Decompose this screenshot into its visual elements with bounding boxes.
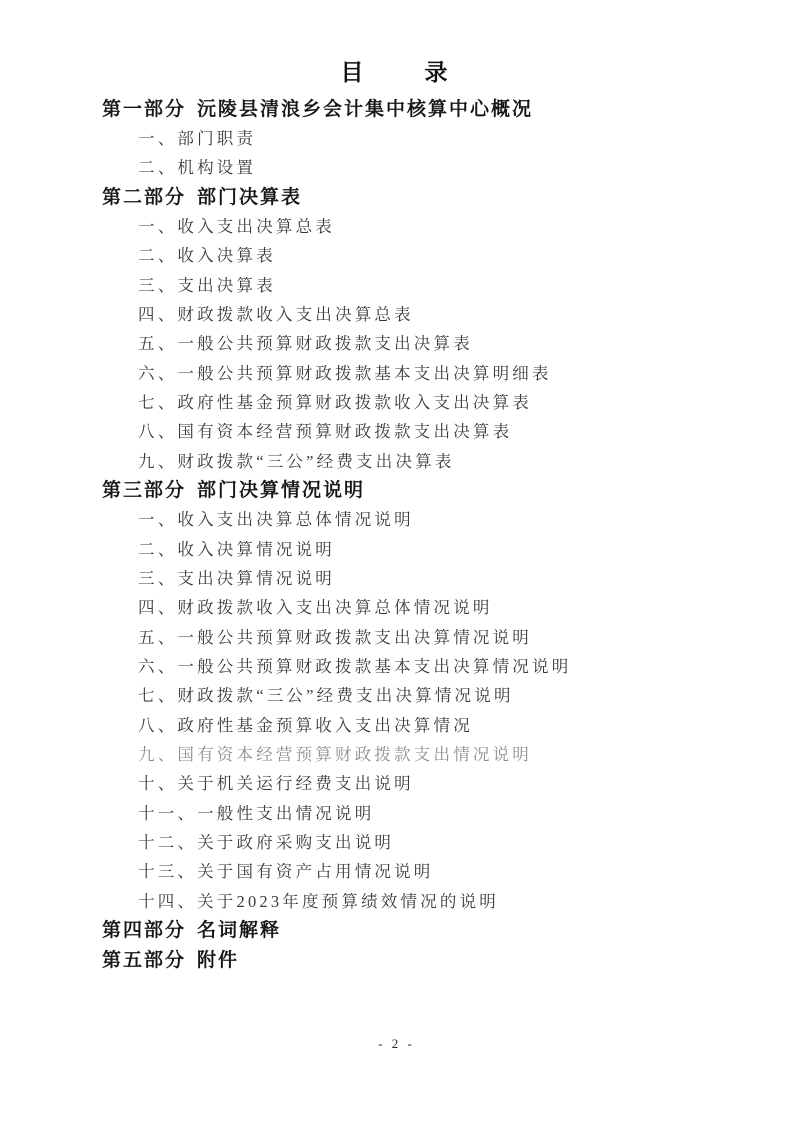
- section-label: 第四部分: [102, 920, 187, 942]
- toc-item-text: 九、国有资本经营预算财政拨款支出情况说明: [138, 744, 532, 764]
- toc-item-text: 七、财政拨款“三公”经费支出决算情况说明: [138, 686, 514, 706]
- toc-item: [0, 445, 793, 474]
- toc-item: [0, 797, 793, 826]
- section-label: 第二部分: [102, 187, 187, 209]
- section-heading-1: [0, 93, 793, 122]
- toc-item-text: 十二、关于政府采购支出说明: [138, 832, 395, 852]
- toc-item-text: 六、一般公共预算财政拨款基本支出决算明细表: [138, 363, 552, 383]
- toc-item: [0, 269, 793, 298]
- toc-item: [0, 621, 793, 650]
- toc-item: [0, 298, 793, 327]
- toc-item-text: 二、机构设置: [138, 158, 257, 178]
- section-label: 第三部分: [102, 480, 187, 502]
- toc-item: [0, 592, 793, 621]
- section-heading-3: [0, 474, 793, 503]
- table-of-contents: [0, 93, 793, 973]
- toc-item-text: 十、关于机关运行经费支出说明: [138, 774, 414, 794]
- toc-item-text: 五、一般公共预算财政拨款支出决算情况说明: [138, 627, 532, 647]
- section-title: 附件: [197, 949, 240, 971]
- toc-item-text: 六、一般公共预算财政拨款基本支出决算情况说明: [138, 656, 572, 676]
- toc-item-text: 二、收入决算情况说明: [138, 539, 335, 559]
- toc-item: [0, 562, 793, 591]
- section-label: 第五部分: [102, 949, 187, 971]
- toc-item: [0, 152, 793, 181]
- toc-item-text: 九、财政拨款“三公”经费支出决算表: [138, 451, 455, 471]
- toc-item: [0, 650, 793, 679]
- section-label: 第一部分: [102, 99, 187, 121]
- toc-item: [0, 328, 793, 357]
- toc-item-text: 一、收入支出决算总表: [138, 216, 335, 236]
- toc-item: [0, 885, 793, 914]
- toc-item: [0, 768, 793, 797]
- toc-item: [0, 709, 793, 738]
- toc-item-text: 十四、关于2023年度预算绩效情况的说明: [138, 891, 499, 911]
- toc-item: [0, 856, 793, 885]
- toc-item-text: 十一、一般性支出情况说明: [138, 803, 375, 823]
- toc-item-text: 四、财政拨款收入支出决算总表: [138, 304, 414, 324]
- toc-item: [0, 122, 793, 151]
- toc-item-text: 四、财政拨款收入支出决算总体情况说明: [138, 598, 493, 618]
- toc-item: [0, 210, 793, 239]
- toc-item-text: 一、部门职责: [138, 128, 257, 148]
- toc-item-text: 八、政府性基金预算收入支出决算情况: [138, 715, 473, 735]
- toc-item-text: 一、收入支出决算总体情况说明: [138, 510, 414, 530]
- toc-item: [0, 504, 793, 533]
- toc-item: [0, 533, 793, 562]
- toc-item-text: 三、支出决算情况说明: [138, 568, 335, 588]
- section-title: 部门决算表: [197, 187, 303, 209]
- toc-item: [0, 826, 793, 855]
- toc-item-muted: [0, 738, 793, 767]
- section-title: 名词解释: [197, 920, 282, 942]
- toc-item-text: 十三、关于国有资产占用情况说明: [138, 862, 434, 882]
- toc-item: [0, 680, 793, 709]
- section-heading-5: [0, 944, 793, 973]
- toc-item-text: 八、国有资本经营预算财政拨款支出决算表: [138, 422, 513, 442]
- toc-item: [0, 357, 793, 386]
- section-heading-4: [0, 914, 793, 943]
- toc-item-text: 三、支出决算表: [138, 275, 276, 295]
- page-number: - 2 -: [378, 1036, 415, 1051]
- toc-item-text: 七、政府性基金预算财政拨款收入支出决算表: [138, 392, 532, 412]
- section-title: 沅陵县清浪乡会计集中核算中心概况: [197, 99, 534, 121]
- toc-item-text: 五、一般公共预算财政拨款支出决算表: [138, 334, 473, 354]
- toc-item: [0, 416, 793, 445]
- page-title: 目 录: [340, 60, 453, 85]
- section-title: 部门决算情况说明: [197, 480, 366, 502]
- toc-item-text: 二、收入决算表: [138, 246, 276, 266]
- toc-item: [0, 386, 793, 415]
- toc-item: [0, 240, 793, 269]
- section-heading-2: [0, 181, 793, 210]
